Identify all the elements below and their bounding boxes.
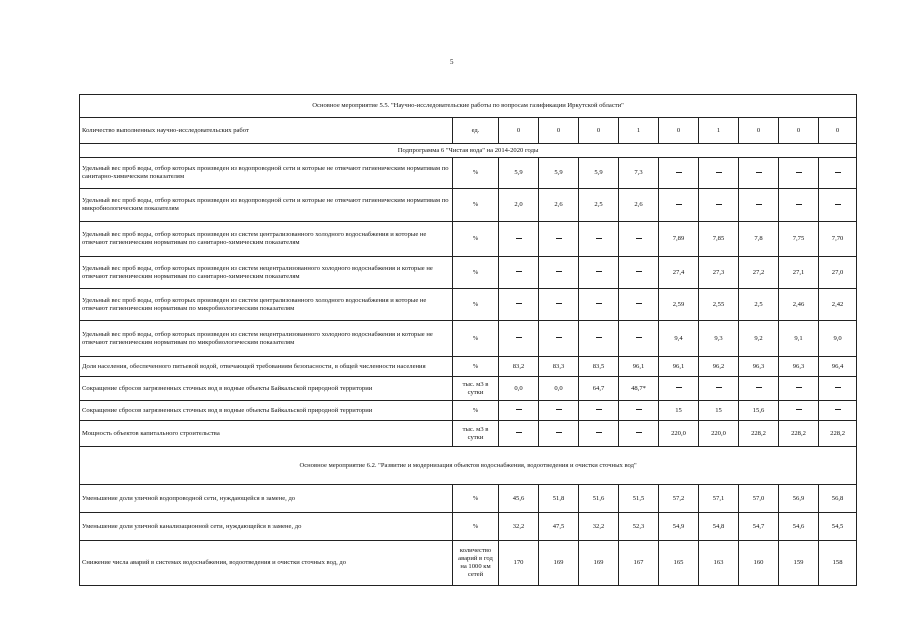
value-cell: 7,75 [779,222,819,257]
value-cell: 1 [619,118,659,144]
value-cell: 51,8 [539,485,579,513]
dash-cell [499,401,539,421]
dash-mark [556,238,562,239]
dash-mark [796,387,802,388]
value-cell: 5,9 [499,158,539,189]
table-row [80,189,857,222]
unit-cell: количество аварий в год на 1000 км сетей [453,541,499,586]
dash-mark [516,337,522,338]
value-cell: 0,0 [539,377,579,401]
indicators-table [79,94,857,586]
page-number: 5 [450,58,454,66]
indicator-cell: Доля населения, обеспеченного питьевой водой, отвечающей требованиям безопасности, в общей численности населения [80,357,453,377]
dash-cell [779,401,819,421]
value-cell: 0 [539,118,579,144]
value-cell: 96,3 [779,357,819,377]
value-cell: 45,6 [499,485,539,513]
value-cell: 57,2 [659,485,699,513]
value-cell: 96,2 [699,357,739,377]
value-cell: 83,2 [499,357,539,377]
dash-cell [659,377,699,401]
dash-cell [739,377,779,401]
value-cell: 2,5 [579,189,619,222]
value-cell: 27,2 [739,257,779,289]
indicator-cell: Уменьшение доли уличной канализационной сети, нуждающейся в замене, до [80,513,453,541]
dash-mark [756,204,762,205]
indicator-cell: Удельный вес проб воды, отбор которых произведен из систем централизованного холодного водоснабжения и которые не отвечают гигиеническим нормативам по санитарно-химическим показателям [80,222,453,257]
value-cell: 54,7 [739,513,779,541]
dash-cell [819,158,857,189]
value-cell: 27,3 [699,257,739,289]
value-cell: 57,0 [739,485,779,513]
value-cell: 5,9 [579,158,619,189]
value-cell: 228,2 [819,421,857,447]
value-cell: 0 [779,118,819,144]
dash-cell [739,158,779,189]
dash-cell [539,321,579,357]
dash-cell [819,377,857,401]
unit-cell: % [453,289,499,321]
value-cell: 0 [819,118,857,144]
dash-cell [499,257,539,289]
indicator-cell: Удельный вес проб воды, отбор которых произведен из систем централизованного холодного водоснабжения и которые не отвечают гигиеническим нормативам по микробиологическим показателям [80,289,453,321]
dash-mark [676,204,682,205]
value-cell: 9,4 [659,321,699,357]
value-cell: 2,55 [699,289,739,321]
value-cell: 2,46 [779,289,819,321]
value-cell: 15 [659,401,699,421]
value-cell: 7,85 [699,222,739,257]
section-row [80,144,857,158]
dash-cell [619,401,659,421]
value-cell: 0 [659,118,699,144]
dash-mark [636,271,642,272]
section-title: Основное мероприятие 6.2. "Развитие и модернизация объектов водоснабжения, водоотведения и очистки сточных вод" [80,447,857,485]
indicator-cell: Удельный вес проб воды, отбор которых произведен из водопроводной сети и которые не отвечают гигиеническим нормативам по микробиологическим показателям [80,189,453,222]
value-cell: 54,8 [699,513,739,541]
dash-mark [516,271,522,272]
dash-mark [835,204,841,205]
dash-mark [636,409,642,410]
value-cell: 0 [739,118,779,144]
dash-mark [556,432,562,433]
indicator-cell: Количество выполненных научно-исследовательских работ [80,118,453,144]
dash-mark [596,238,602,239]
dash-mark [516,432,522,433]
indicator-cell: Мощность объектов капитального строительства [80,421,453,447]
dash-cell [619,321,659,357]
dash-cell [619,257,659,289]
unit-cell: тыс. м3 в сутки [453,421,499,447]
value-cell: 15 [699,401,739,421]
value-cell: 2,0 [499,189,539,222]
value-cell: 54,6 [779,513,819,541]
unit-cell: ед. [453,118,499,144]
value-cell: 54,9 [659,513,699,541]
value-cell: 56,9 [779,485,819,513]
dash-cell [779,189,819,222]
dash-cell [499,421,539,447]
value-cell: 159 [779,541,819,586]
value-cell: 7,8 [739,222,779,257]
dash-mark [556,271,562,272]
unit-cell: % [453,401,499,421]
dash-cell [579,257,619,289]
dash-mark [516,303,522,304]
value-cell: 228,2 [739,421,779,447]
dash-mark [756,387,762,388]
value-cell: 83,5 [579,357,619,377]
value-cell: 7,70 [819,222,857,257]
dash-mark [636,337,642,338]
value-cell: 2,5 [739,289,779,321]
unit-cell: % [453,222,499,257]
table-row [80,377,857,401]
value-cell: 160 [739,541,779,586]
value-cell: 56,8 [819,485,857,513]
value-cell: 5,9 [539,158,579,189]
dash-mark [756,172,762,173]
section-title: Подпрограмма 6 "Чистая вода" на 2014-2020 годы [80,144,857,158]
value-cell: 0 [499,118,539,144]
dash-cell [499,289,539,321]
dash-cell [819,401,857,421]
dash-mark [596,337,602,338]
indicator-cell: Удельный вес проб воды, отбор которых произведен из водопроводной сети и которые не отвечают гигиеническим нормативам по санитарно-химическим показателям [80,158,453,189]
dash-cell [739,189,779,222]
dash-mark [716,387,722,388]
indicator-cell: Уменьшение доли уличной водопроводной сети, нуждающейся в замене, до [80,485,453,513]
dash-mark [596,409,602,410]
dash-cell [699,189,739,222]
value-cell: 220,0 [699,421,739,447]
table-row [80,357,857,377]
indicator-cell: Сокращение сбросов загрязненных сточных вод в водные объекты Байкальской природной территории [80,377,453,401]
dash-cell [819,189,857,222]
value-cell: 27,1 [779,257,819,289]
table-row [80,401,857,421]
unit-cell: % [453,485,499,513]
value-cell: 7,3 [619,158,659,189]
dash-cell [499,222,539,257]
dash-mark [796,204,802,205]
dash-mark [516,409,522,410]
value-cell: 170 [499,541,539,586]
dash-mark [835,172,841,173]
table-row [80,321,857,357]
unit-cell: % [453,257,499,289]
table-row [80,541,857,586]
value-cell: 9,3 [699,321,739,357]
dash-mark [835,387,841,388]
value-cell: 96,1 [619,357,659,377]
dash-cell [779,377,819,401]
unit-cell: % [453,158,499,189]
dash-cell [619,222,659,257]
indicator-cell: Снижение числа аварий в системах водоснабжения, водоотведения и очистки сточных вод, до [80,541,453,586]
dash-mark [556,409,562,410]
dash-cell [579,421,619,447]
table-row [80,421,857,447]
dash-mark [636,238,642,239]
value-cell: 2,6 [539,189,579,222]
value-cell: 96,1 [659,357,699,377]
unit-cell: % [453,513,499,541]
value-cell: 2,59 [659,289,699,321]
dash-mark [676,387,682,388]
value-cell: 96,4 [819,357,857,377]
unit-cell: % [453,189,499,222]
dash-mark [796,172,802,173]
value-cell: 52,3 [619,513,659,541]
dash-cell [579,222,619,257]
dash-mark [636,432,642,433]
value-cell: 9,2 [739,321,779,357]
value-cell: 220,0 [659,421,699,447]
value-cell: 47,5 [539,513,579,541]
table-row [80,513,857,541]
dash-mark [556,303,562,304]
value-cell: 163 [699,541,739,586]
value-cell: 169 [579,541,619,586]
table-row [80,222,857,257]
dash-mark [716,172,722,173]
value-cell: 0,0 [499,377,539,401]
dash-cell [779,158,819,189]
value-cell: 2,42 [819,289,857,321]
dash-cell [539,421,579,447]
value-cell: 83,3 [539,357,579,377]
dash-cell [579,289,619,321]
dash-cell [539,257,579,289]
dash-mark [556,337,562,338]
section-row [80,95,857,118]
indicator-cell: Удельный вес проб воды, отбор которых произведен из систем нецентрализованного холодного водоснабжения и которые не отвечают гигиеническим нормативам по санитарно-химическим показателям [80,257,453,289]
dash-cell [499,321,539,357]
unit-cell: % [453,321,499,357]
section-title: Основное мероприятие 5.5. "Научно-исследовательские работы по вопросам газификации Иркутской области" [80,95,857,118]
value-cell: 9,0 [819,321,857,357]
dash-mark [636,303,642,304]
value-cell: 32,2 [499,513,539,541]
dash-cell [659,158,699,189]
value-cell: 57,1 [699,485,739,513]
value-cell: 2,6 [619,189,659,222]
dash-cell [579,401,619,421]
unit-cell: тыс. м3 в сутки [453,377,499,401]
dash-cell [539,289,579,321]
table-row [80,485,857,513]
value-cell: 64,7 [579,377,619,401]
dash-mark [835,409,841,410]
section-row [80,447,857,485]
value-cell: 51,5 [619,485,659,513]
value-cell: 96,3 [739,357,779,377]
value-cell: 27,4 [659,257,699,289]
value-cell: 15,6 [739,401,779,421]
unit-cell: % [453,357,499,377]
dash-mark [796,409,802,410]
dash-cell [659,189,699,222]
value-cell: 167 [619,541,659,586]
dash-cell [619,289,659,321]
dash-mark [596,432,602,433]
value-cell: 54,5 [819,513,857,541]
value-cell: 169 [539,541,579,586]
dash-mark [596,271,602,272]
dash-mark [676,172,682,173]
dash-cell [539,222,579,257]
dash-cell [539,401,579,421]
dash-cell [579,321,619,357]
table-row [80,158,857,189]
indicator-cell: Сокращение сбросов загрязненных сточных вод в водные объекты Байкальской природной территории [80,401,453,421]
dash-mark [596,303,602,304]
dash-cell [619,421,659,447]
table-row [80,118,857,144]
dash-mark [716,204,722,205]
value-cell: 51,6 [579,485,619,513]
value-cell: 32,2 [579,513,619,541]
table-row [80,289,857,321]
value-cell: 27,0 [819,257,857,289]
dash-cell [699,158,739,189]
value-cell: 228,2 [779,421,819,447]
indicator-cell: Удельный вес проб воды, отбор которых произведен из систем нецентрализованного холодного водоснабжения и которые не отвечают гигиеническим нормативам по микробиологическим показателям [80,321,453,357]
value-cell: 1 [699,118,739,144]
value-cell: 0 [579,118,619,144]
value-cell: 158 [819,541,857,586]
value-cell: 9,1 [779,321,819,357]
dash-mark [516,238,522,239]
value-cell: 48,7* [619,377,659,401]
table-row [80,257,857,289]
value-cell: 165 [659,541,699,586]
value-cell: 7,89 [659,222,699,257]
dash-cell [699,377,739,401]
